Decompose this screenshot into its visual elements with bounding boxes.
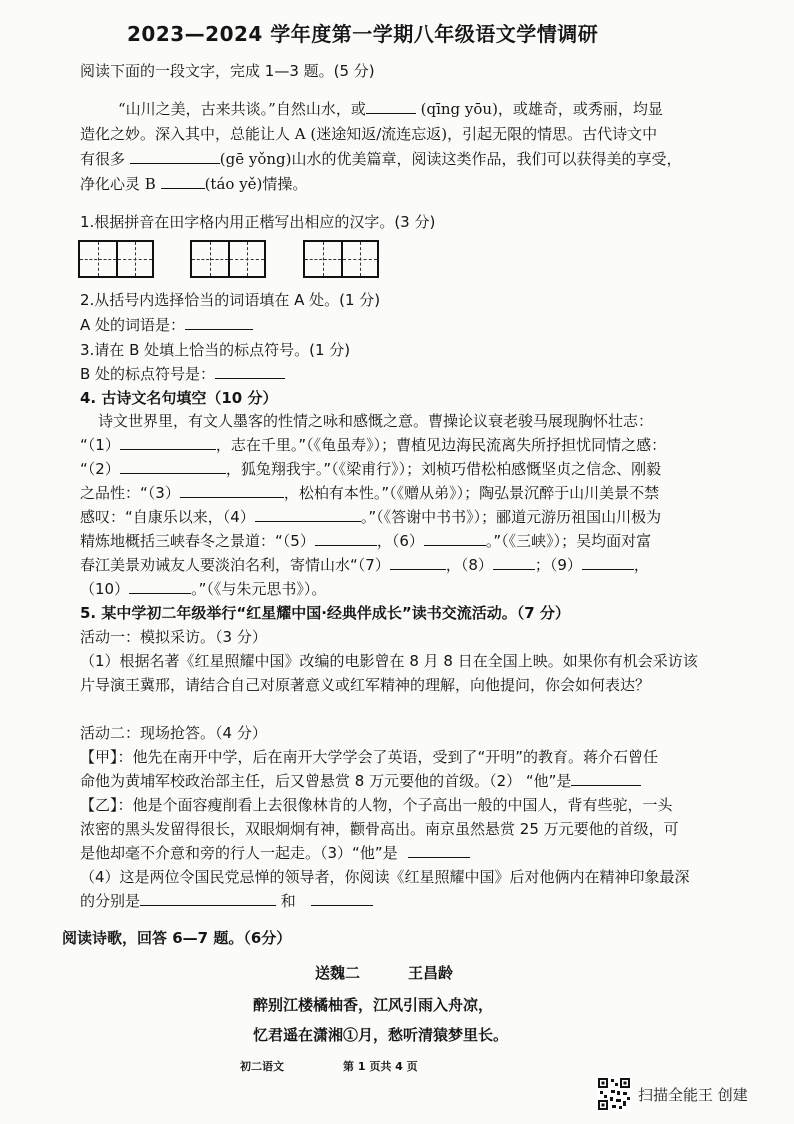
q3-answer-label: B 处的标点符号是： [80,365,216,383]
question-2: 2.从括号内选择恰当的词语填在 A 处。(1 分) [80,291,381,309]
blank-2[interactable] [120,459,226,474]
tianzige-cell[interactable] [341,242,377,276]
poem-title: 送魏二 [315,964,361,982]
passage-line3-a: 有很多 [80,150,126,168]
question-3: 3.请在 B 处填上恰当的标点符号。(1 分) [80,341,351,359]
yi-line2: 浓密的黑头发留得很长，双眼炯炯有神，颧骨高出。南京虽然悬赏 25 万元要他的首级，可 [80,820,679,838]
q4-line7-a: 春江美景劝诫友人要淡泊名利，寄情山水“（7） [80,556,390,574]
qr-code-icon [597,1077,631,1111]
q2-answer-blank[interactable] [185,315,253,330]
blank-7[interactable] [390,555,446,570]
q4-line3-b: ，狐兔翔我宇。”（《梁甫行》）；刘桢巧借松柏感慨坚贞之信念、刚毅 [225,460,662,478]
q4-line2-a: “（1） [80,436,120,454]
question-4-heading: 4. 古诗文名句填空（10 分） [80,389,278,407]
q4-line8-b: 。”（《与朱元思书》）。 [191,580,327,598]
q4-line4-b: ，松柏有本性。”（《赠从弟》）；陶弘景沉醉于山川美景不禁 [283,484,660,502]
blank-1[interactable] [120,435,216,450]
poem-line2: 忆君遥在潇湘①月，愁听清猿梦里长。 [253,1026,509,1044]
poem-author: 王昌龄 [408,964,454,982]
q3-answer-blank[interactable] [215,364,285,379]
q2-answer-label: A 处的词语是： [80,316,186,334]
activity-1-question-a: （1）根据名著《红星照耀中国》改编的电影曾在 8 月 8 日在全国上映。如果你有机会采访该 [80,652,698,670]
page-title: 2023—2024 学年度第一学期八年级语文学情调研 [127,22,599,46]
passage-line2: 造化之妙。深入其中，总能让人 A (迷途知返/流连忘返)，引起无限的情思。古代诗文中 [80,125,658,143]
tianzige-cell[interactable] [228,242,264,276]
q4-line4-a: 之品性：“（3） [80,484,180,502]
tianzige-cell[interactable] [305,242,341,276]
blank-4[interactable] [255,507,361,522]
jia-line2: 命他为黄埔军校政治部主任，后又曾悬赏 8 万元要他的首级。（2） “他”是 [80,772,572,790]
blank-geyong [130,149,220,164]
q4-line7-b: ，（8） [445,556,493,574]
tianzige-box-3[interactable] [303,240,379,278]
blank-6[interactable] [424,531,486,546]
passage-line3-b: (gē yǒng)山水的优美篇章，阅读这类作品，我们可以获得美的享受， [219,150,682,168]
instructions-q1-3: 阅读下面的一段文字，完成 1—3 题。(5 分) [80,62,375,80]
q4-line8-a: （10） [80,580,130,598]
q4-line1: 诗文世界里，有文人墨客的性情之咏和感慨之意。曹操论议衰老骏马展现胸怀壮志： [98,412,654,430]
footer-page-number: 第 1 页共 4 页 [343,1060,418,1073]
tianzige-cell[interactable] [116,242,152,276]
passage-line1-b: (qīng yōu)，或雄奇，或秀丽，均显 [420,100,663,118]
q5-4-line-b: 的分别是 [80,892,141,910]
q4-line5-b: 。”（《答谢中书书》）；郦道元游历祖国山川极为 [360,508,662,526]
question-5-heading: 5. 某中学初二年级举行“红星耀中国·经典伴成长”读书交流活动。（7 分） [80,604,570,622]
yi-line3: 是他却毫不介意和旁的行人一起走。（3）“他”是 [80,844,398,862]
passage-line4-b: (táo yě)情操。 [204,175,308,193]
blank-q5-2[interactable] [571,771,641,786]
q4-line7-c: ；（9） [534,556,582,574]
blank-q5-4b[interactable] [311,891,373,906]
poem-instructions: 阅读诗歌，回答 6—7 题。（6分） [62,929,292,947]
tianzige-box-2[interactable] [190,240,266,278]
blank-3[interactable] [180,483,284,498]
passage-line1-a: “山川之美，古来共谈。”自然山水，或 [118,100,366,118]
blank-9[interactable] [582,555,634,570]
activity-1: 活动一：模拟采访。（3 分） [80,628,267,646]
blank-q5-3[interactable] [408,843,470,858]
q5-4-line-c: 和 [280,892,296,910]
tianzige-cell[interactable] [80,242,116,276]
jia-line1: 【甲】：他先在南开中学，后在南开大学学会了英语，受到了“开明”的教育。蒋介石曾任 [80,748,659,766]
watermark-camscanner: 扫描全能王 创建 [638,1086,748,1104]
blank-5[interactable] [315,531,377,546]
passage-line4-a: 净化心灵 B [80,175,156,193]
blank-q5-4a[interactable] [140,891,276,906]
poem-line1: 醉别江楼橘柚香，江风引雨入舟凉， [253,996,494,1014]
activity-2: 活动二：现场抢答。（4 分） [80,724,267,742]
q4-line6-c: 。”（《三峡》）；吴均面对富 [485,532,652,550]
tianzige-box-1[interactable] [78,240,154,278]
yi-line1: 【乙】：他是个面容瘦削看上去很像林肯的人物，个子高出一般的中国人，背有些驼，一头 [80,796,673,814]
blank-qingyou [366,99,416,114]
question-1: 1.根据拼音在田字格内用正楷写出相应的汉字。(3 分) [80,213,436,231]
blank-10[interactable] [129,579,191,594]
q4-line6-b: ，（6） [376,532,424,550]
activity-1-question-b: 片导演王冀邢，请结合自己对原著意义或红军精神的理解，向他提问，你会如何表达？ [80,676,651,694]
q4-line7-d: ， [633,556,649,574]
q4-line3-a: “（2） [80,460,120,478]
blank-8[interactable] [493,555,535,570]
footer-subject: 初二语文 [240,1060,284,1073]
q4-line5-a: 感叹：“自康乐以来，（4） [80,508,255,526]
q4-line2-b: ，志在千里。”（《龟虽寿》）；曹植见边海民流离失所抒担忧同情之感： [215,436,667,454]
tianzige-cell[interactable] [192,242,228,276]
q4-line6-a: 精炼地概括三峡春冬之景道：“（5） [80,532,315,550]
q5-4-line-a: （4）这是两位令国民党忌惮的领导者，你阅读《红星照耀中国》后对他俩内在精神印象最深 [80,868,690,886]
blank-B [161,174,205,189]
